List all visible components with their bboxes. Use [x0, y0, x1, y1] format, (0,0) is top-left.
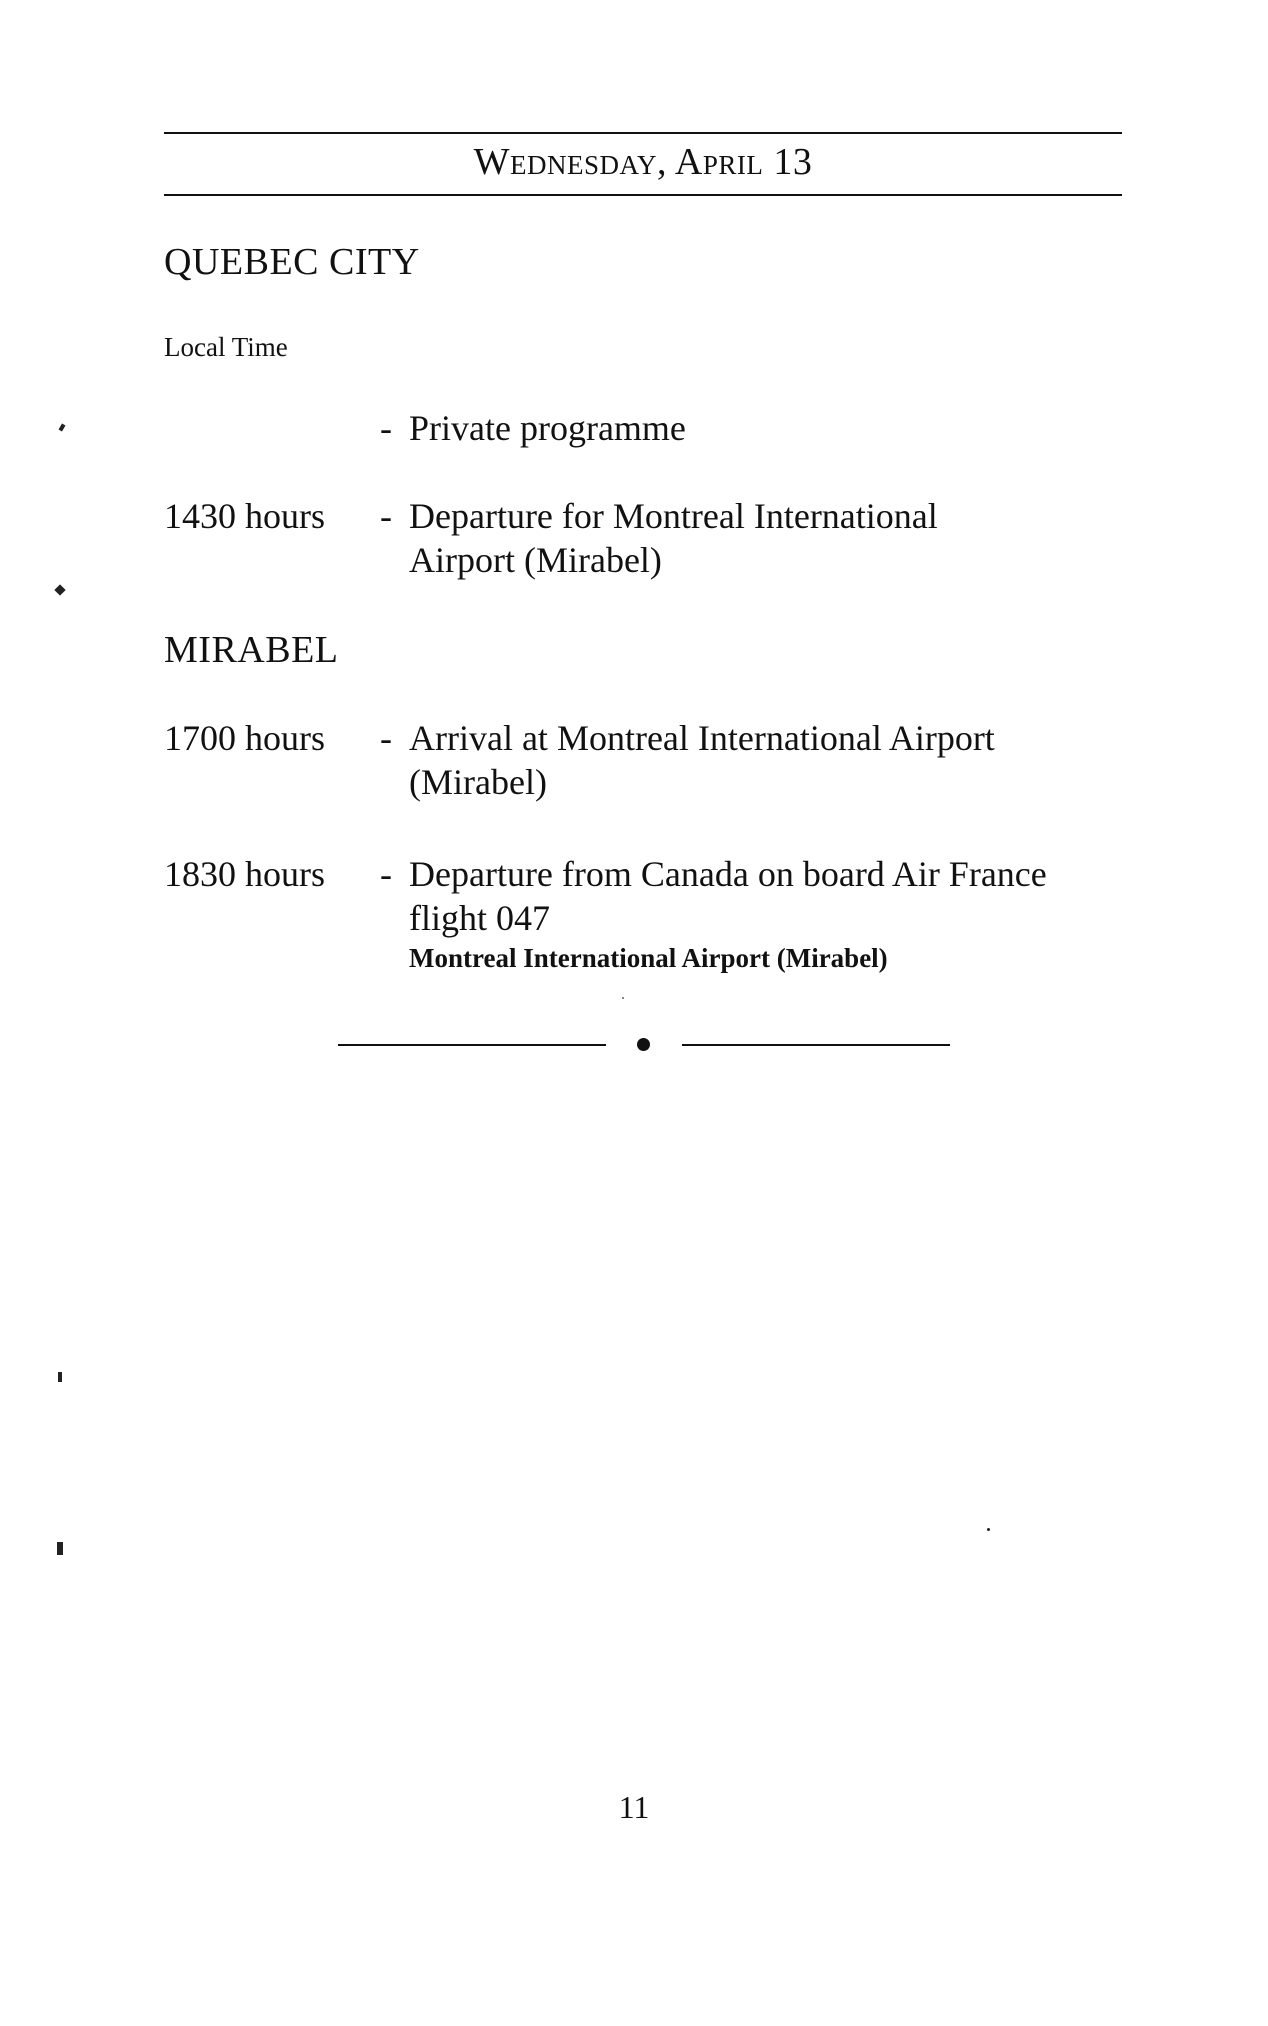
scan-speck — [987, 1528, 990, 1531]
scan-speck — [59, 423, 66, 431]
divider-line-left — [338, 1044, 606, 1046]
scan-speck — [58, 1372, 62, 1382]
entry-description: Departure from Canada on board Air France flight 047 — [409, 854, 1047, 938]
entry-note: Montreal International Airport (Mirabel) — [409, 943, 888, 973]
header-rule-top — [164, 132, 1122, 134]
day-header — [164, 132, 1122, 196]
day-title: Wednesday, April 13 — [473, 141, 813, 183]
section-heading-mirabel: MIRABEL — [164, 629, 339, 671]
scan-speck — [54, 584, 65, 595]
entry-dash: - — [380, 408, 392, 448]
entry-dash: - — [380, 718, 392, 758]
entry-dash: - — [380, 496, 392, 536]
divider-line-right — [682, 1044, 950, 1046]
entry-dash: - — [380, 854, 392, 894]
entry-time: 1700 hours — [164, 718, 325, 758]
entry-time: 1830 hours — [164, 854, 325, 894]
section-divider — [338, 1038, 950, 1052]
divider-dot — [637, 1038, 650, 1051]
entry-time: 1430 hours — [164, 496, 325, 536]
entry-description: Private programme — [409, 408, 686, 448]
section-heading-quebec-city: QUEBEC CITY — [164, 241, 420, 283]
header-rule-bottom — [164, 194, 1122, 196]
page-number: 11 — [618, 1789, 650, 1825]
entry-description: Departure for Montreal International Airport (Mirabel) — [409, 496, 938, 580]
scan-speck — [622, 997, 624, 999]
scan-speck — [57, 1542, 63, 1555]
local-time-label: Local Time — [164, 332, 288, 362]
entry-description: Arrival at Montreal International Airport (Mirabel) — [409, 718, 995, 802]
